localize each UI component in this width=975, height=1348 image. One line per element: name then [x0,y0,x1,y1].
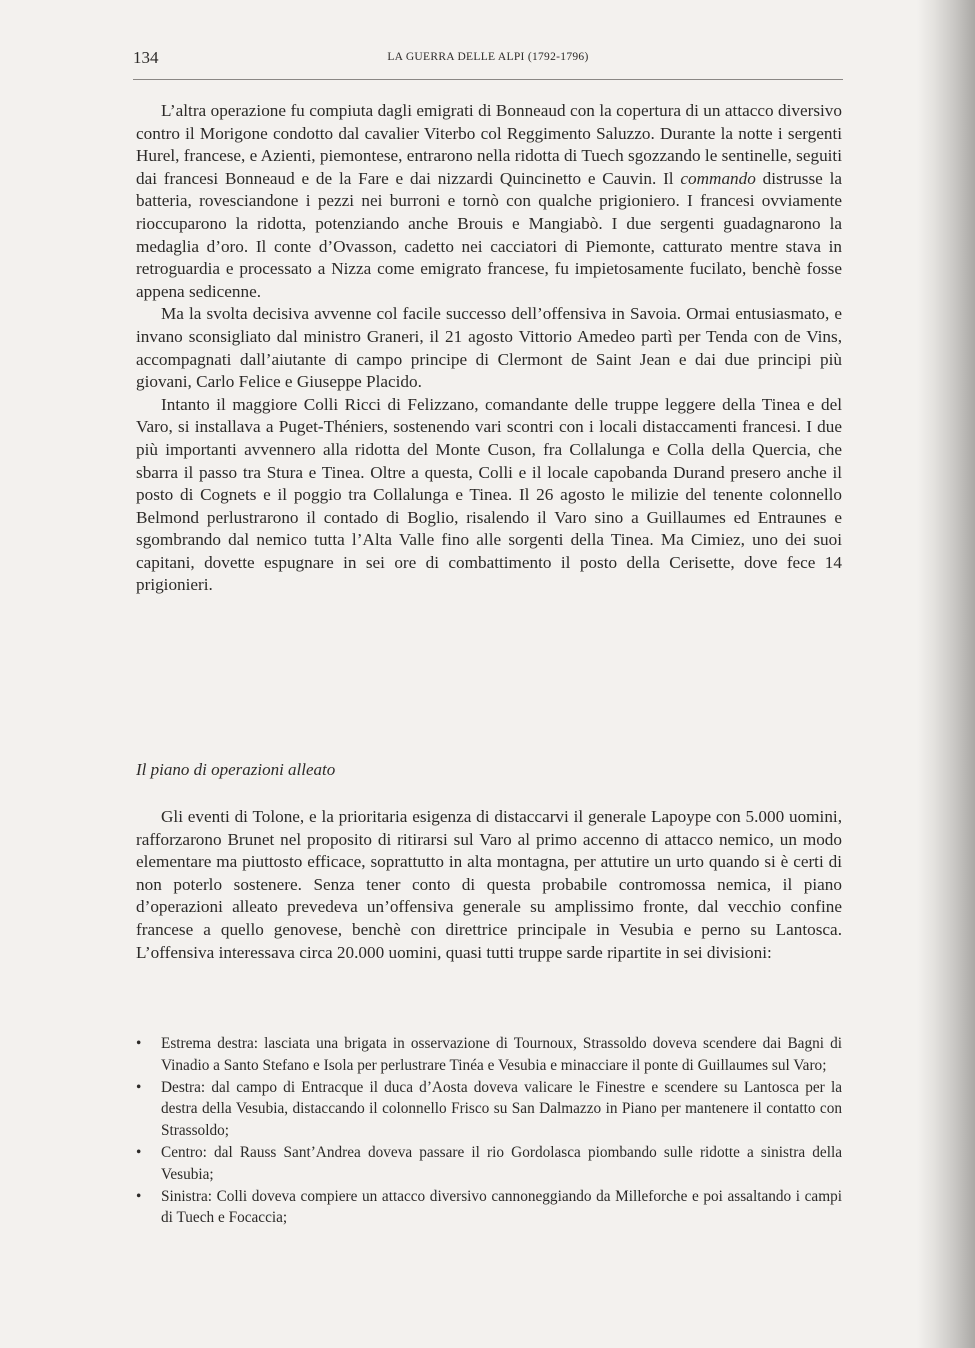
bullet-icon: • [136,1078,142,1096]
section-heading: Il piano di operazioni alleato [136,760,336,779]
list-item [136,1077,842,1142]
list-item-text: Centro: dal Rauss Sant’Andrea doveva passare il rio Gordolasca piombando sulle ridotte a sinistra della Vesubia; [161,1143,842,1183]
page-header [133,48,843,78]
body-text [136,100,842,597]
section-paragraph: Gli eventi di Tolone, e la prioritaria esigenza di distaccarvi il generale Lapoype con 5.000 uomini, rafforzarono Brunet nel proposito di ritirarsi sul Varo al primo accenno di attacco nemico, un modo elementare ma piuttosto efficace, soprattutto in alta montagna, per attutire un urto quando si è certi di non poterlo sostenere. Senza tener conto di questa probabile contromossa nemica, il piano d’operazioni alleato prevedeva un’offensiva generale su amplissimo fronte, dal vecchio confine francese a quello genovese, benchè con direttrice principale in Vesubia e perno su Lantosca. L’offensiva interessava circa 20.000 uomini, quasi tutti truppe sarde ripartite in sei divisioni: [136,807,842,962]
list-item [136,1186,842,1230]
running-title: LA GUERRA DELLE ALPI (1792-1796) [387,51,589,63]
list-item [136,1033,842,1077]
bullet-icon: • [136,1143,142,1161]
header-rule [133,79,843,80]
paragraph-1: L’altra operazione fu compiuta dagli emigrati di Bonneaud con la copertura di un attacco diversivo contro il Morigone condotto dal cavalier Viterbo col Reggimento Saluzzo. Durante la notte i sergenti Hurel, francese, e Azienti, piemontese, entrarono nella ridotta di Tuech sgozzando le sentinelle, seguiti dai francesi Bonneaud e de la Fare e dai nizzardi Quincinetto e Cauvin. Il commando distrusse la batteria, rovesciandone i pezzi nei burroni e tornò con qualche prigioniero. I francesi ovviamente rioccuparono la ridotta, potenziando anche Brouis e Mangiabò. I due sergenti guadagnarono la medaglia d’oro. Il conte d’Ovasson, cadetto nei cacciatori di Piemonte, catturato mentre stava in retroguardia e processato a Nizza come emigrato francese, fu impietosamente fucilato, benchè fosse appena sedicenne. [136,101,843,301]
paragraph-2: Ma la svolta decisiva avvenne col facile successo dell’offensiva in Savoia. Ormai entusiasmato, e invano sconsigliato dal ministro Graneri, il 21 agosto Vittorio Amedeo partì per Tenda con de Vins, accompagnati dall’aiutante di campo principe di Clermont de Saint Jean e dai due principi più giovani, Carlo Felice e Giuseppe Placido. [136,304,842,392]
page-number: 134 [133,48,159,67]
list-item-text: Estrema destra: lasciata una brigata in osservazione di Tournoux, Strassoldo doveva scendere dai Bagni di Vinadio a Santo Stefano e Isola per perlustrare Tinéa e Vesubia e minacciare il ponte di Guillaumes sul Varo; [161,1035,842,1074]
bullet-icon: • [136,1035,142,1052]
italic-term: commando [680,168,756,188]
list-item [136,1142,842,1186]
paragraph-1-continuation: distrusse la batteria, rovesciandone i pezzi nei burroni e tornò con qualche prigioniero. I francesi ovviamente rioccuparono la ridotta, potenziando anche Brouis e Mangiabò. I due sergenti guadagnarono la medaglia d’oro. Il conte d’Ovasson, cadetto nei cacciatori di Piemonte, catturato mentre stava in retroguardia e processato a Nizza come emigrato francese, fu impietosamente fucilato, benchè fosse appena sedicenne. [136,168,843,301]
list-item-text: Destra: dal campo di Entracque il duca d’Aosta doveva valicare le Finestre e scendere su Lantosca per la destra della Vesubia, distaccando il colonnello Frisco su San Dalmazzo in Piano per mantenere il contatto con Strassoldo; [161,1078,842,1140]
paragraph-3: Intanto il maggiore Colli Ricci di Felizzano, comandante delle truppe leggere della Tinea e del Varo, si installava a Puget-Théniers, sostenendo vari scontri con i locali distaccamenti francesi. I due più importanti avvennero alla ridotta del Monte Cuson, fra Collalunga e Colla della Quercia, che sbarra il passo tra Stura e Tinea. Oltre a questa, Colli e il locale capobanda Durand presero anche il posto di Cognets e il poggio tra Collalunga e Tinea. Il 26 agosto le milizie del tenente colonnello Belmond perlustrarono il contado di Boglio, risalendo il Varo sino a Guillaumes ed Entraunes e sgombrando dal nemico tutta l’Alta Valle fino alle sorgenti della Tinea. Ma Cimiez, uno dei suoi capitani, dovette espugnare in sei ore di combattimento il posto della Cerisette, dove fece 14 prigionieri. [136,394,842,595]
book-spine-shadow [917,0,975,1348]
divisions-list [136,1033,842,1229]
section-body [136,806,842,964]
bullet-icon: • [136,1187,142,1205]
paragraph-1-text: L’altra operazione fu compiuta dagli emigrati di Bonneaud con la copertura di un attacco diversivo contro il Morigone condotto dal cavalier Viterbo col Reggimento Saluzzo. Durante la notte i sergenti Hurel, francese, e Azienti, piemontese, entrarono nella ridotta di Tuech sgozzando le sentinelle, seguiti dai francesi Bonneaud e de la Fare e dai nizzardi Quincinetto e Cauvin. [136,101,842,188]
list-item-text: Sinistra: Colli doveva compiere un attacco diversivo cannoneggiando da Milleforche e poi assaltando i campi di Tuech e Focaccia; [161,1187,842,1227]
